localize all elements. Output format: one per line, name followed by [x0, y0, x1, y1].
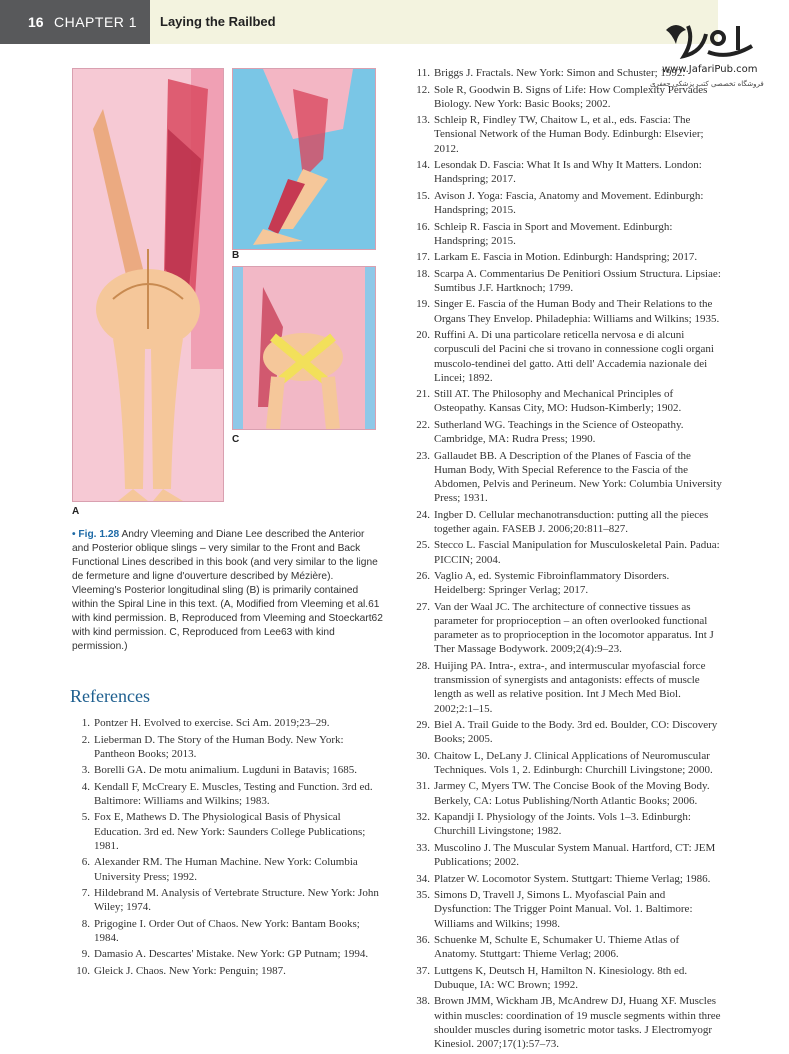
reference-item: 33. Muscolino J. The Muscular System Manual. Hartford, CT: JEM Publications; 2002. — [416, 841, 716, 869]
reference-item: 19. Singer E. Fascia of the Human Body and Their Relations to the Organs They Envelop. Philadephia: Williams and Wilkins; 1935. — [416, 298, 720, 325]
reference-item: 2. Lieberman D. The Story of the Human Body. New York: Pantheon Books; 2013. — [81, 733, 344, 760]
figure-caption — [72, 528, 384, 654]
figure-caption-text: Andry Vleeming and Diane Lee described the Anterior and Posterior oblique slings – very similar to the Front and Back Functional Lines described in this book (and very similar to the ligne de fermeture and ligne d'ouverture described by Mézière). Vleeming's Posterior longitudinal sling (B) is primarily contained within the Spiral Line in this text. (A, Modified from Vleeming et al.61 with kind permission. B, Reproduced from Vleeming and Stoeckart62 with kind permission. C, Reproduced from Lee63 with kind permission.) — [72, 529, 383, 652]
reference-item: 37. Luttgens K, Deutsch H, Hamilton N. Kinesiology. 8th ed. Dubuque, IA: WC Brown; 1992. — [416, 964, 688, 991]
reference-item: 32. Kapandji I. Physiology of the Joints. Vols 1–3. Edinburgh: Churchill Livingstone; 1982. — [416, 811, 691, 838]
reference-item: 29. Biel A. Trail Guide to the Body. 3rd ed. Boulder, CO: Discovery Books; 2005. — [416, 719, 718, 746]
reference-item: 21. Still AT. The Philosophy and Mechanical Principles of Osteopathy. Kansas City, MO: Hudson-Kimberly; 1902. — [416, 388, 682, 415]
reference-item: 8. Prigogine I. Order Out of Chaos. New York: Bantam Books; 1984. — [81, 917, 360, 944]
reference-item: 25. Stecco L. Fascial Manipulation for Musculoskeletal Pain. Padua: PICCIN; 2004. — [416, 539, 720, 566]
reference-item: 3. Borelli GA. De motu animalium. Lugduni in Batavis; 1685. — [81, 764, 358, 777]
chapter-label: CHAPTER 1 — [54, 14, 138, 30]
reference-item: 23. Gallaudet BB. A Description of the Planes of Fascia of the Human Body, With Special Reference to the Fascia of the Abdomen, Pelvis and Perineum. New York: Columbia University Press; 1931. — [416, 449, 722, 505]
figure-panel-a — [72, 68, 224, 502]
reference-item: 1. Pontzer H. Evolved to exercise. Sci Am. 2019;23–29. — [81, 717, 330, 729]
reference-item: 22. Sutherland WG. Teachings in the Science of Osteopathy. Cambridge, MA: Rudra Press; 1990. — [416, 418, 684, 446]
reference-item: 20. Ruffini A. Di una particolare reticella nervosa e di alcuni corpusculi del Pacini che si trovano in connessione cogli organi muscolo-tendinei del gatto. Atti dell' Accademia nazionale dei Lincei; 1892. — [416, 329, 714, 384]
reference-item: 14. Lesondak D. Fascia: What It Is and Why It Matters. London: Handspring; 2017. — [416, 159, 702, 186]
references-heading: References — [70, 686, 150, 706]
reference-item: 24. Ingber D. Cellular mechanotransduction: putting all the pieces together again. FASEB J. 2006;20:811–827. — [416, 508, 709, 535]
reference-item: 18. Scarpa A. Commentarius De Penitiori Ossium Structura. Lipsiae: Sumtibus J.F. Hartknoch; 1799. — [416, 267, 721, 294]
references-list-left — [70, 716, 382, 980]
chapter-title: Laying the Railbed — [160, 14, 276, 29]
logo-subtext: فروشگاه تخصصی کتب پزشکی جعفری — [650, 80, 764, 88]
references-list-right — [410, 66, 722, 1054]
reference-item: 28. Huijing PA. Intra-, extra-, and intermuscular myofascial force transmission of synergists and antagonists: effects of muscle length as well as relative position. Int J Mech Med Biol. 2002;2:1–15. — [416, 659, 706, 715]
figure-label-a: A — [72, 506, 80, 517]
reference-item: 17. Larkam E. Fascia in Motion. Edinburgh: Handspring; 2017. — [416, 251, 698, 264]
reference-item: 38. Brown JMM, Wickham JB, McAndrew DJ, Huang XF. Muscles within muscles: coordination of 19 muscle segments within three shoulder muscles during isometric motor tasks. J Electromyogr Kinesiol. 2007;17(1):57–73. — [416, 995, 721, 1051]
reference-item: 9. Damasio A. Descartes' Mistake. New York: GP Putnam; 1994. — [81, 948, 369, 961]
reference-item: 30. Chaitow L, DeLany J. Clinical Applications of Neuromuscular Techniques. Vols 1, 2. Edinburgh: Churchill Livingstone; 2000. — [416, 749, 713, 776]
figure-label-c: C — [232, 434, 240, 445]
anatomy-pelvis-illustration — [233, 267, 375, 429]
reference-item: 12. Sole R, Goodwin B. Signs of Life: How Complexity Pervades Biology. New York: Basic Books; 2002. — [416, 83, 708, 110]
figure-panel-b — [232, 68, 376, 250]
reference-item: 11. Briggs J. Fractals. New York: Simon and Schuster; 1992. — [416, 67, 686, 79]
reference-item: 27. Van der Waal JC. The architecture of connective tissues as parameter for proprioception – an often overlooked functional parameter as to proprioception in the locomotor apparatus. Int J Ther Massage Bodywork. 2009;2(4):9–23. — [416, 600, 714, 656]
reference-item: 31. Jarmey C, Myers TW. The Concise Book of the Moving Body. Berkely, CA: Lotus Publishing/North Atlantic Books; 2006. — [416, 780, 710, 807]
reference-item: 16. Schleip R. Fascia in Sport and Movement. Edinburgh: Handspring; 2015. — [416, 220, 673, 247]
reference-item: 5. Fox E, Mathews D. The Physiological Basis of Physical Education. 3rd ed. New York: Saunders College Publications; 1981. — [81, 811, 366, 852]
reference-item: 15. Avison J. Yoga: Fascia, Anatomy and Movement. Edinburgh: Handspring; 2015. — [416, 189, 704, 217]
figure-caption-label: • Fig. 1.28 — [72, 529, 120, 540]
logo-url: www.JafariPub.com — [662, 64, 758, 75]
reference-item: 7. Hildebrand M. Analysis of Vertebrate Structure. New York: John Wiley; 1974. — [81, 887, 379, 914]
reference-item: 34. Platzer W. Locomotor System. Stuttgart: Thieme Verlag; 1986. — [416, 872, 711, 885]
reference-item: 13. Schleip R, Findley TW, Chaitow L, et al., eds. Fascia: The Tensional Network of the Human Body. Edinburgh: Elsevier; 2012. — [416, 114, 704, 155]
anatomy-back-illustration — [73, 69, 223, 501]
figure-panel-c — [232, 266, 376, 430]
page-number: 16 — [28, 14, 44, 30]
reference-item: 4. Kendall F, McCreary E. Muscles, Testing and Function. 3rd ed. Baltimore: Williams and Wilkins; 1983. — [81, 780, 373, 807]
reference-item: 36. Schuenke M, Schulte E, Schumaker U. Thieme Atlas of Anatomy. Stuttgart: Thieme Verlag; 2006. — [416, 934, 680, 961]
reference-item: 26. Vaglio A, ed. Systemic Fibroinflammatory Disorders. Heidelberg: Springer Verlag; 2017. — [416, 570, 670, 597]
reference-item: 35. Simons D, Travell J, Simons L. Myofascial Pain and Dysfunction: The Trigger Point Manual. Vol. 1. Baltimore: Williams and Wilkins; 1998. — [416, 889, 693, 930]
reference-item: 6. Alexander RM. The Human Machine. New York: Columbia University Press; 1992. — [81, 856, 358, 883]
reference-item: 10. Gleick J. Chaos. New York: Penguin; 1987. — [76, 964, 286, 977]
anatomy-leg-illustration — [233, 69, 375, 249]
figure-label-b: B — [232, 250, 240, 261]
